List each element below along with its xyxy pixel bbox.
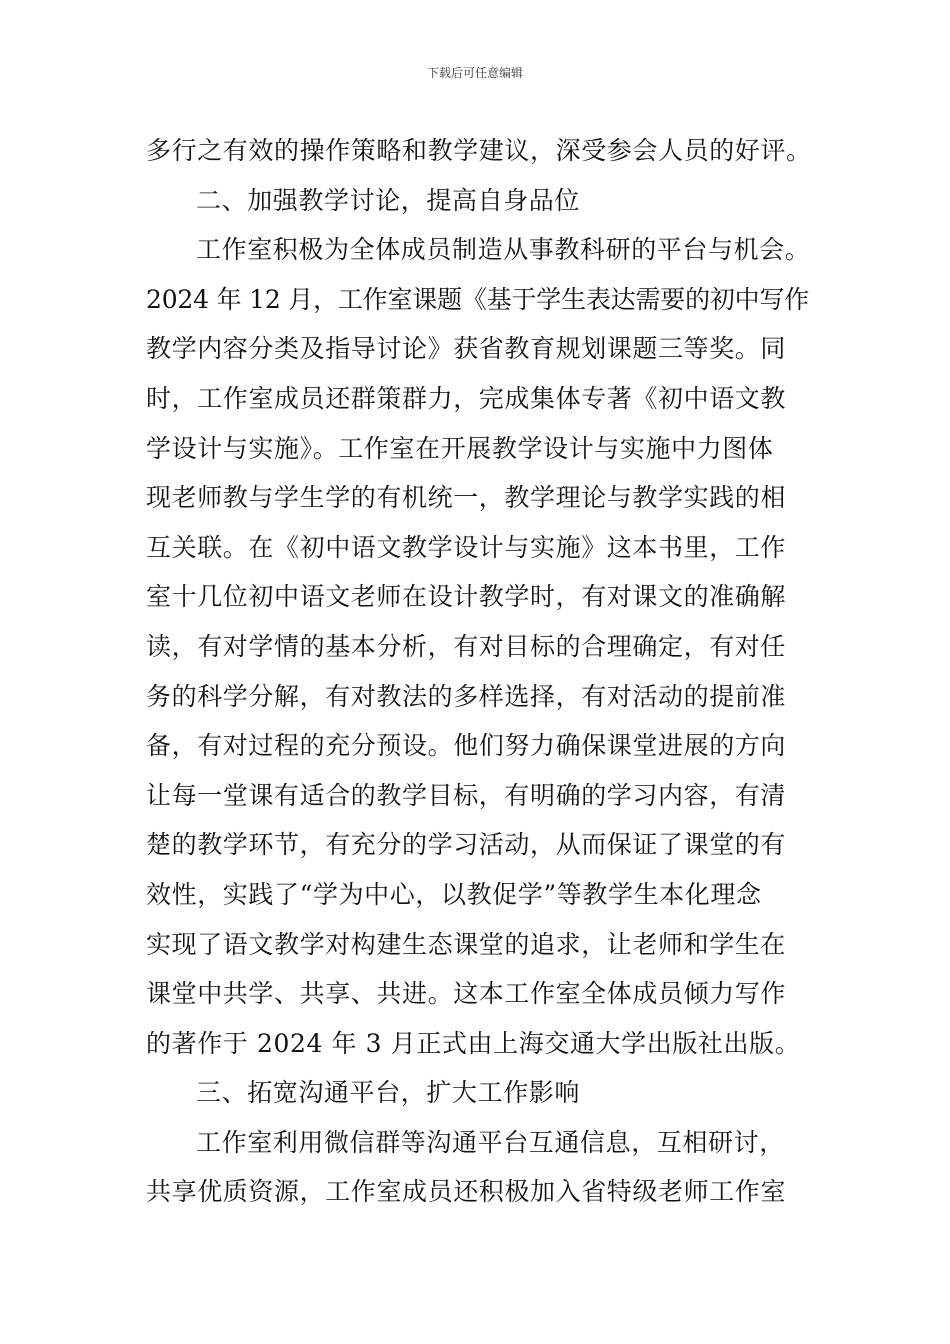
text-line: 共享优质资源，工作室成员还积极加入省特级老师工作室 (146, 1177, 787, 1207)
text-line: 教学内容分类及指导讨论》获省教育规划课题三等奖。同 (146, 334, 787, 364)
text-line: 让每一堂课有适合的教学目标，有明确的学习内容，有清 (146, 780, 787, 810)
text-line: 备，有对过程的充分预设。他们努力确保课堂进展的方向 (146, 731, 787, 761)
text-line: 互关联。在《初中语文教学设计与实施》这本书里，工作 (146, 532, 787, 562)
page-header (0, 66, 950, 80)
text-line: 工作室积极为全体成员制造从事教科研的平台与机会。 (196, 235, 811, 265)
text-line: 时，工作室成员还群策群力，完成集体专著《初中语文教 (146, 383, 787, 413)
text-line: 楚的教学环节，有充分的学习活动，从而保证了课堂的有 (146, 830, 787, 860)
section-heading: 二、加强教学讨论，提高自身品位 (196, 185, 581, 215)
text-line: 工作室利用微信群等沟通平台互通信息，互相研讨， (196, 1127, 785, 1157)
text-line: 课堂中共学、共享、共进。这本工作室全体成员倾力写作 (146, 979, 787, 1009)
text-line: 室十几位初中语文老师在设计教学时，有对课文的准确解 (146, 582, 787, 612)
text-line: 多行之有效的操作策略和教学建议，深受参会人员的好评。 (146, 136, 812, 165)
text-line: 效性，实践了“学为中心，以教促学”等教学生本化理念 (146, 879, 762, 909)
text-line: 现老师教与学生学的有机统一，教学理论与教学实践的相 (146, 483, 787, 513)
text-line: 2024 年 12 月，工作室课题《基于学生表达需要的初中写作 (146, 284, 810, 314)
section-heading: 三、拓宽沟通平台，扩大工作影响 (196, 1078, 581, 1108)
text-line: 务的科学分解，有对教法的多样选择，有对活动的提前准 (146, 681, 787, 711)
body-text (146, 126, 814, 1217)
text-line: 的著作于 2024 年 3 月正式由上海交通大学出版社出版。 (146, 1028, 801, 1058)
header-note: 下载后可任意编辑 (426, 66, 523, 80)
text-line: 学设计与实施》。工作室在开展教学设计与实施中力图体 (146, 433, 774, 463)
text-line: 实现了语文教学对构建生态课堂的追求，让老师和学生在 (146, 929, 787, 959)
text-line: 读，有对学情的基本分析，有对目标的合理确定，有对任 (146, 631, 787, 661)
